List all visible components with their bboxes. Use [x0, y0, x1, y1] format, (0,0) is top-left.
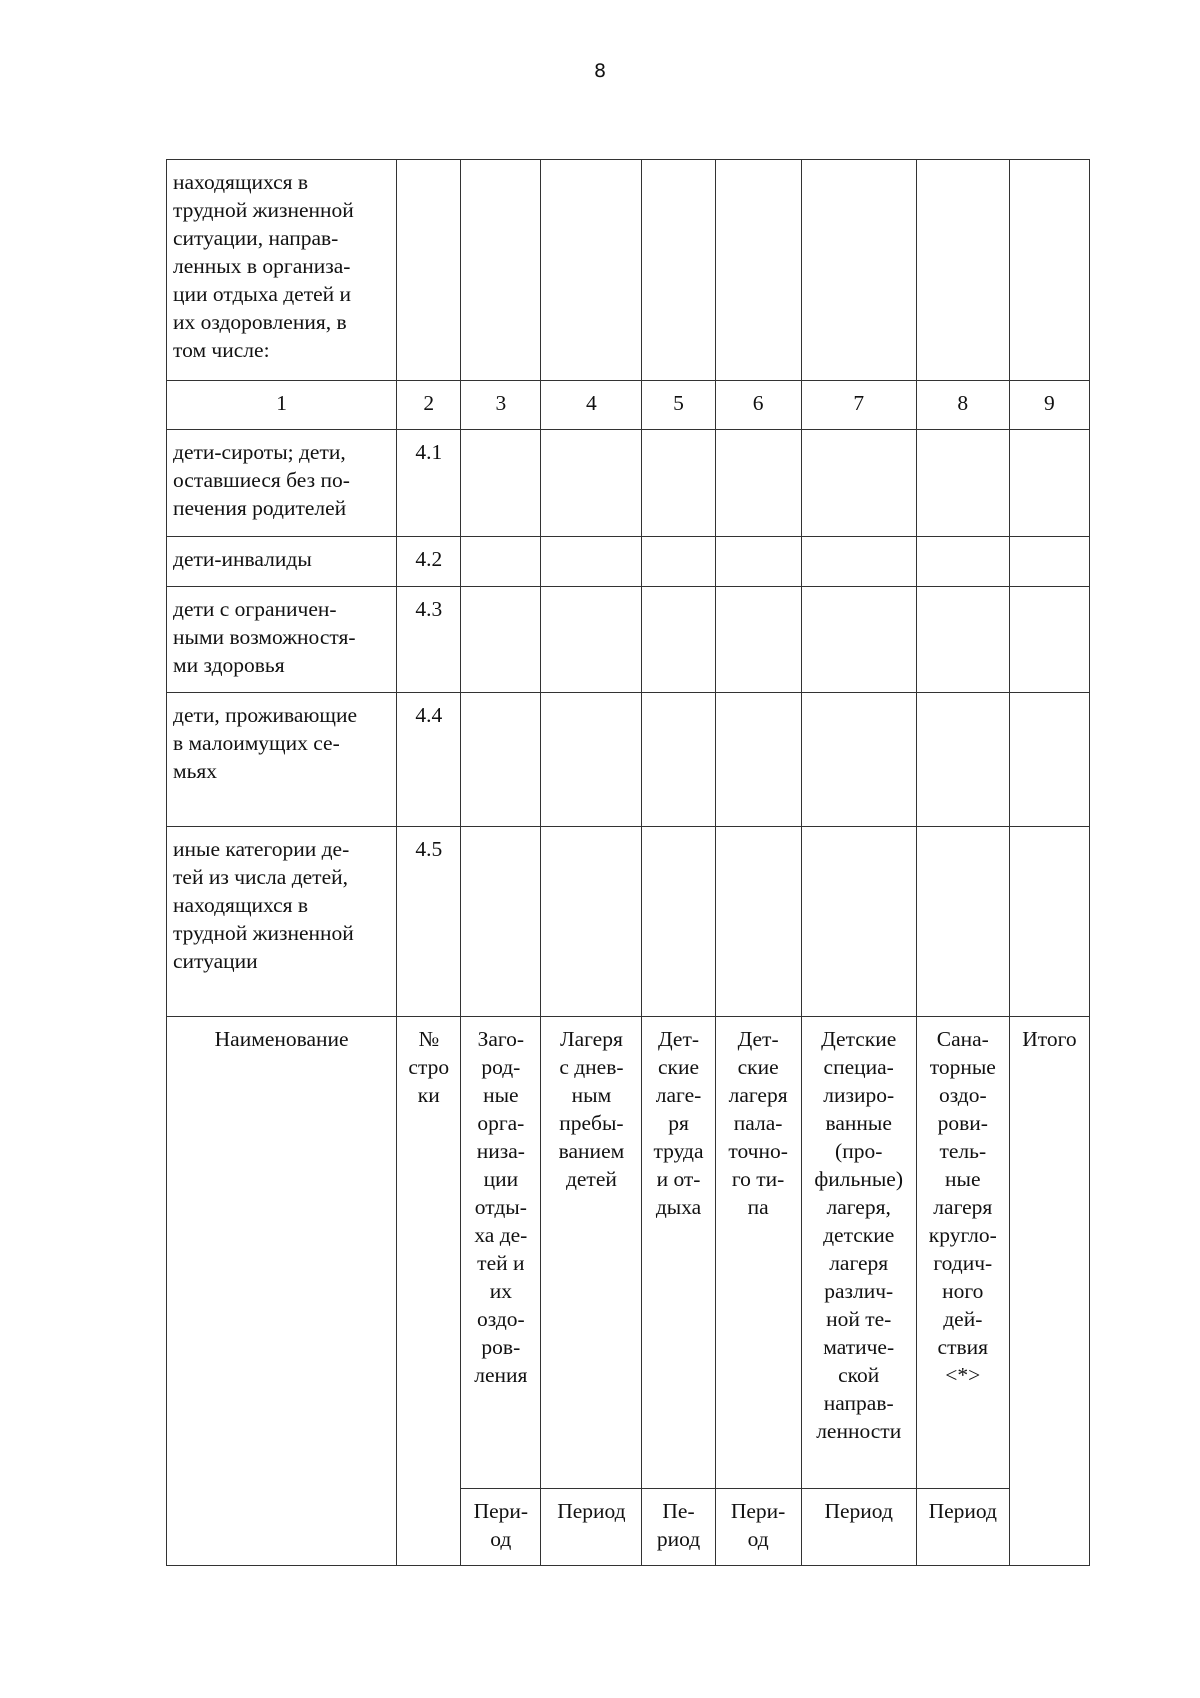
empty-cell — [715, 160, 801, 381]
header-total-cell: Итого — [1009, 1017, 1089, 1566]
row-name-cell: дети с ограничен- ными возможностя- ми здоровья — [167, 587, 397, 693]
column-number-cell: 2 — [397, 381, 461, 430]
empty-cell — [1009, 537, 1089, 587]
row-name-cell: дети-инвалиды — [167, 537, 397, 587]
empty-cell — [801, 430, 916, 537]
column-number-cell: 7 — [801, 381, 916, 430]
empty-cell — [642, 693, 715, 827]
empty-cell — [642, 827, 715, 1017]
empty-cell — [916, 587, 1009, 693]
table-row — [167, 430, 1090, 537]
header-row-no-cell: № стро ки — [397, 1017, 461, 1566]
empty-cell — [1009, 160, 1089, 381]
empty-cell — [715, 430, 801, 537]
empty-cell — [801, 160, 916, 381]
empty-cell — [541, 587, 642, 693]
empty-cell — [715, 827, 801, 1017]
header-name-cell: Наименование — [167, 1017, 397, 1566]
empty-cell — [461, 693, 541, 827]
column-number-cell: 8 — [916, 381, 1009, 430]
empty-cell — [1009, 827, 1089, 1017]
header-column-cell: Сана- торные оздо- рови- тель- ные лагеря кругло- годич- ного дей- ствия <*> — [916, 1017, 1009, 1489]
row-code-cell: 4.3 — [397, 587, 461, 693]
empty-cell — [461, 430, 541, 537]
empty-cell — [541, 693, 642, 827]
empty-cell — [541, 537, 642, 587]
period-cell: Период — [801, 1489, 916, 1566]
page-number: 8 — [593, 60, 607, 82]
empty-cell — [801, 587, 916, 693]
empty-cell — [642, 160, 715, 381]
empty-cell — [715, 587, 801, 693]
empty-cell — [461, 587, 541, 693]
empty-cell — [916, 430, 1009, 537]
table-row — [167, 537, 1090, 587]
row-code-cell: 4.4 — [397, 693, 461, 827]
empty-cell — [397, 160, 461, 381]
empty-cell — [461, 537, 541, 587]
header-column-cell: Заго- род- ные орга- низа- ции отды- ха де- тей и их оздо- ров- ления — [461, 1017, 541, 1489]
empty-cell — [916, 693, 1009, 827]
row-name-cell: дети, проживающие в малоимущих се- мьях — [167, 693, 397, 827]
empty-cell — [916, 537, 1009, 587]
period-cell: Пери- од — [715, 1489, 801, 1566]
row-name-cell: иные категории де- тей из числа детей, находящихся в трудной жизненной ситуации — [167, 827, 397, 1017]
header-column-cell: Детские специа- лизиро- ванные (про- фильные) лагеря, детские лагеря различ- ной те- матиче- ской направ- ленности — [801, 1017, 916, 1489]
column-number-cell: 1 — [167, 381, 397, 430]
empty-cell — [461, 160, 541, 381]
column-number-cell: 4 — [541, 381, 642, 430]
row-code-cell: 4.2 — [397, 537, 461, 587]
empty-cell — [1009, 430, 1089, 537]
row-code-cell: 4.5 — [397, 827, 461, 1017]
row-name-cell: дети-сироты; дети, оставшиеся без по- печения родителей — [167, 430, 397, 537]
empty-cell — [916, 160, 1009, 381]
empty-cell — [461, 827, 541, 1017]
empty-cell — [1009, 587, 1089, 693]
header-column-cell: Дет- ские лаге- ря труда и от- дыха — [642, 1017, 715, 1489]
empty-cell — [801, 693, 916, 827]
empty-cell — [715, 693, 801, 827]
table-row — [167, 587, 1090, 693]
empty-cell — [916, 827, 1009, 1017]
empty-cell — [801, 827, 916, 1017]
empty-cell — [1009, 693, 1089, 827]
report-table — [166, 159, 1090, 1566]
empty-cell — [642, 430, 715, 537]
column-numbers-row — [167, 381, 1090, 430]
row-code-cell: 4.1 — [397, 430, 461, 537]
empty-cell — [541, 160, 642, 381]
empty-cell — [642, 537, 715, 587]
header-column-cell: Дет- ские лагеря пала- точно- го ти- па — [715, 1017, 801, 1489]
period-cell: Пе- риод — [642, 1489, 715, 1566]
column-number-cell: 9 — [1009, 381, 1089, 430]
empty-cell — [541, 430, 642, 537]
empty-cell — [642, 587, 715, 693]
empty-cell — [801, 537, 916, 587]
column-number-cell: 6 — [715, 381, 801, 430]
empty-cell — [715, 537, 801, 587]
period-cell: Период — [916, 1489, 1009, 1566]
table-row — [167, 827, 1090, 1017]
header-row — [167, 1017, 1090, 1489]
period-cell: Пери- од — [461, 1489, 541, 1566]
column-number-cell: 5 — [642, 381, 715, 430]
column-number-cell: 3 — [461, 381, 541, 430]
row-name-cell: находящихся в трудной жизненной ситуации, направ- ленных в организа- ции отдыха детей и их оздоровления, в том числе: — [167, 160, 397, 381]
period-cell: Период — [541, 1489, 642, 1566]
table-row — [167, 693, 1090, 827]
continued-row — [167, 160, 1090, 381]
header-column-cell: Лагеря с днев- ным пребы- ванием детей — [541, 1017, 642, 1489]
empty-cell — [541, 827, 642, 1017]
